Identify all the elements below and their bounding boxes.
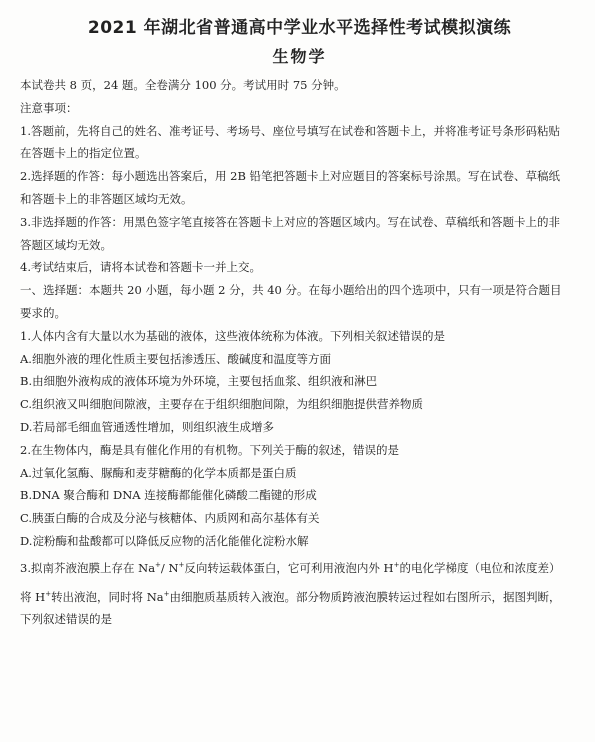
section-line: 要求的。	[20, 305, 66, 320]
section-line: 一、选择题：本题共 20 小题，每小题 2 分，共 40 分。在每小题给出的四个选项中，只有一项是符合题目	[20, 283, 562, 298]
superscript: +	[178, 560, 185, 569]
question-stem: 2.在生物体内，酶是具有催化作用的有机物。下列关于酶的叙述，错误的是	[20, 442, 399, 457]
notice-list	[20, 120, 579, 280]
exam-intro: 本试卷共 8 页，24 题。全卷满分 100 分。考试用时 75 分钟。	[20, 78, 346, 92]
question-stem: 1.人体内含有大量以水为基础的液体，这些液体统称为体液。下列相关叙述错误的是	[20, 328, 445, 343]
superscript: +	[393, 560, 400, 569]
superscript: +	[155, 560, 161, 569]
notice-line: 1.答题前，先将自己的姓名、准考证号、考场号、座位号填写在试卷和答题卡上，并将准考证号条形码粘贴	[20, 123, 560, 138]
stem-part: / N	[160, 560, 179, 575]
superscript: +	[163, 589, 170, 598]
notice-line: 2.选择题的作答：每小题选出答案后，用 2B 铅笔把答题卡上对应题目的答案标号涂黑。写在试卷、草稿纸	[20, 169, 561, 184]
question-2	[20, 439, 579, 553]
question-stem-line	[20, 586, 579, 609]
stem-part: 将 H	[20, 589, 46, 604]
option-b: B.由细胞外液构成的液体环境为外环境，主要包括血浆、组织液和淋巴	[20, 374, 378, 389]
stem-part: 由细胞质基质转入液泡。部分物质跨液泡膜转运过程如右图所示，据图判断，	[169, 589, 561, 604]
option-c: C.胰蛋白酶的合成及分泌与核糖体、内质网和高尔基体有关	[20, 511, 320, 526]
section-heading	[20, 279, 579, 325]
option-d: D.若局部毛细血管通透性增加，则组织液生成增多	[20, 419, 274, 434]
notice-heading: 注意事项：	[20, 100, 78, 115]
question-stem-line: 下列叙述错误的是	[20, 612, 112, 627]
notice-line: 答题区域均无效。	[20, 237, 112, 252]
stem-part: 转出液泡，同时将 Na	[51, 589, 164, 604]
stem-part: 反向转运载体蛋白，它可利用液泡内外 H	[184, 560, 394, 575]
question-3	[20, 557, 579, 631]
option-a: A.过氧化氢酶、脲酶和麦芽糖酶的化学本质都是蛋白质	[20, 465, 297, 480]
option-c: C.组织液又叫细胞间隙液，主要存在于组织细胞间隙，为组织细胞提供营养物质	[20, 397, 424, 412]
subject-title: 生物学	[272, 47, 327, 66]
page-title: 2021 年湖北省普通高中学业水平选择性考试模拟演练	[87, 18, 512, 38]
notice-line: 在答题卡上的指定位置。	[20, 146, 147, 161]
notice-line: 4.考试结束后，请将本试卷和答题卡一并上交。	[20, 260, 261, 275]
question-1	[20, 325, 579, 439]
option-a: A.细胞外液的理化性质主要包括渗透压、酸碱度和温度等方面	[20, 351, 331, 366]
option-b: B.DNA 聚合酶和 DNA 连接酶都能催化磷酸二酯键的形成	[20, 488, 317, 503]
notice-line: 3.非选择题的作答：用黑色签字笔直接答在答题卡上对应的答题区域内。写在试卷、草稿纸和答题卡上的非	[20, 214, 560, 229]
stem-part: 3.拟南芥液泡膜上存在 Na	[20, 560, 156, 575]
notice-line: 和答题卡上的非答题区域均无效。	[20, 191, 193, 206]
superscript: +	[45, 589, 52, 598]
question-stem-line	[20, 557, 579, 580]
stem-part: 的电化学梯度（电位和浓度差）	[399, 560, 561, 575]
option-d: D.淀粉酶和盐酸都可以降低反应物的活化能催化淀粉水解	[20, 533, 309, 548]
